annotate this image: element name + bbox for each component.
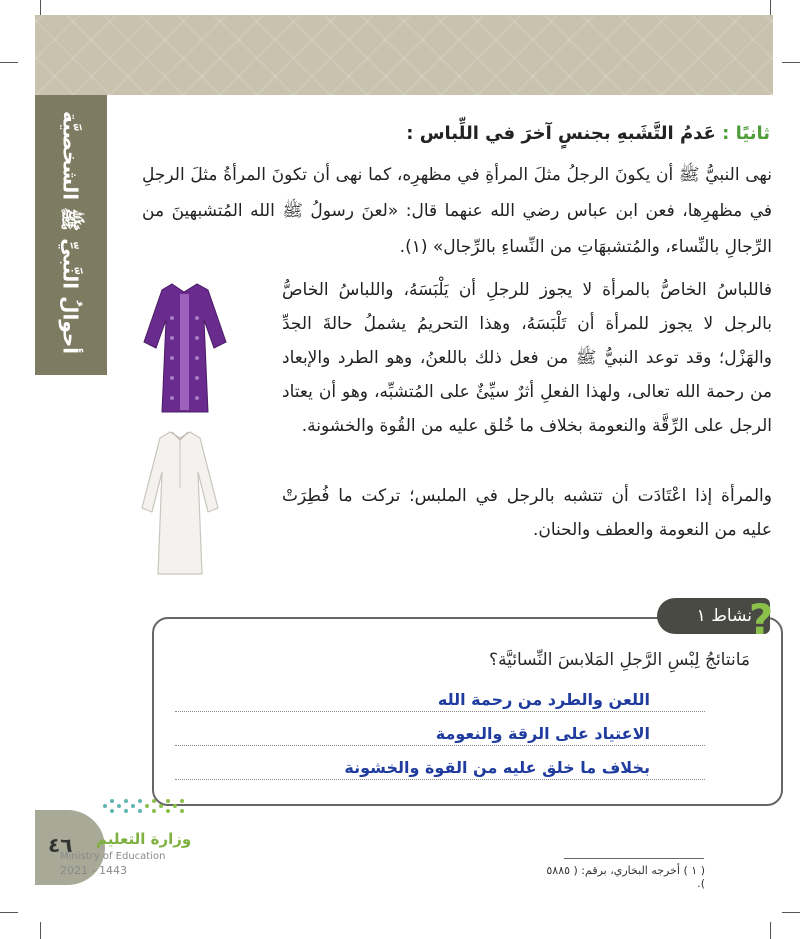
section-title-prefix: ثانيًا : [722, 123, 770, 144]
section-title-text: عَدمُ التَّشَبهِ بجنسٍ آخرَ في اللِّباس : [406, 123, 716, 144]
footnote-divider [564, 858, 704, 859]
crop-mark [0, 912, 18, 913]
ministry-name-ar: وزارة التعليم [96, 830, 192, 848]
answer-line-2 [175, 744, 705, 746]
answer-1[interactable]: اللعن والطرد من رحمة الله [437, 690, 650, 709]
answer-line-1 [175, 710, 705, 712]
section-title [170, 123, 770, 144]
crop-mark [0, 62, 18, 63]
crop-mark [782, 912, 800, 913]
question-mark-icon: ? [748, 595, 774, 644]
mens-thobe-image [140, 428, 220, 578]
ministry-logo-dots [100, 795, 190, 817]
edition-year: 2021 - 1443 [60, 864, 127, 877]
crop-mark [770, 0, 771, 15]
crop-mark [40, 922, 41, 939]
header-pattern-band [35, 15, 773, 95]
crop-mark [782, 62, 800, 63]
paragraph-1: نهى النبيُّ ﷺ أن يكونَ الرجلُ مثلَ المرأةِ في مظهرِه، كما نهى أن تكونَ المرأةُ مثلَ الرجلِ في مظهرِها، فعن ابن عباس رضي الله عنهما قال: «لعنَ رسولُ ﷺ الله المُتشبهينَ من الرِّجالِ بالنِّساء، والمُتشبهَاتِ من النِّساءِ بالرِّجال» (١). [142, 165, 772, 257]
answer-2[interactable]: الاعتياد على الرقة والنعومة [435, 724, 650, 743]
paragraph-3: والمرأة إذا اعْتَادَت أن تتشبه بالرجل في الملبس؛ تركت ما فُطِرَتْ عليه من النعومة والعطف والحنان. [282, 486, 772, 540]
crop-mark [40, 0, 41, 15]
chapter-side-title: أحوالُ النَّبيِّ ﷺ الشخصيَّة [58, 110, 83, 355]
footnote: ( ١ ) أخرجه البخاري، برقم: ( ٥٨٨٥ ). [546, 864, 705, 890]
paragraph-2: فاللباسُ الخاصُّ بالمرأة لا يجوز للرجلِ أن يَلْبَسَهُ، واللباسُ الخاصُّ بالرجل لا يجوز للمرأة أن تَلْبَسَهُ، وهذا التحريمُ يشملُ حالةَ الجدِّ والهَزْل؛ وقد توعد النبيُّ ﷺ من فعل ذلك باللعنُ، وهو الطرد والإبعاد من رحمة الله تعالى، ولهذا الفعلِ أثرٌ سيِّئٌ على المُتشبِّه، وهو أن يعتاد الرجل على الرِّقَّة والنعومة بخلاف ما خُلق عليه من القُوة والخشونة. [282, 280, 772, 436]
ministry-name-en: Ministry of Education [60, 851, 166, 862]
page-number: ٤٦ [48, 833, 73, 857]
answer-line-3 [175, 778, 705, 780]
womens-dress-image [142, 278, 227, 418]
answer-3[interactable]: بخلاف ما خلق عليه من القوة والخشونة [344, 758, 650, 777]
crop-mark [770, 922, 771, 939]
activity-question: مَانتائجُ لِبْسِ الرَّجلِ المَلابسَ النِّسائيَّة؟ [489, 650, 750, 670]
activity-label: نشاط ١ [657, 598, 770, 634]
